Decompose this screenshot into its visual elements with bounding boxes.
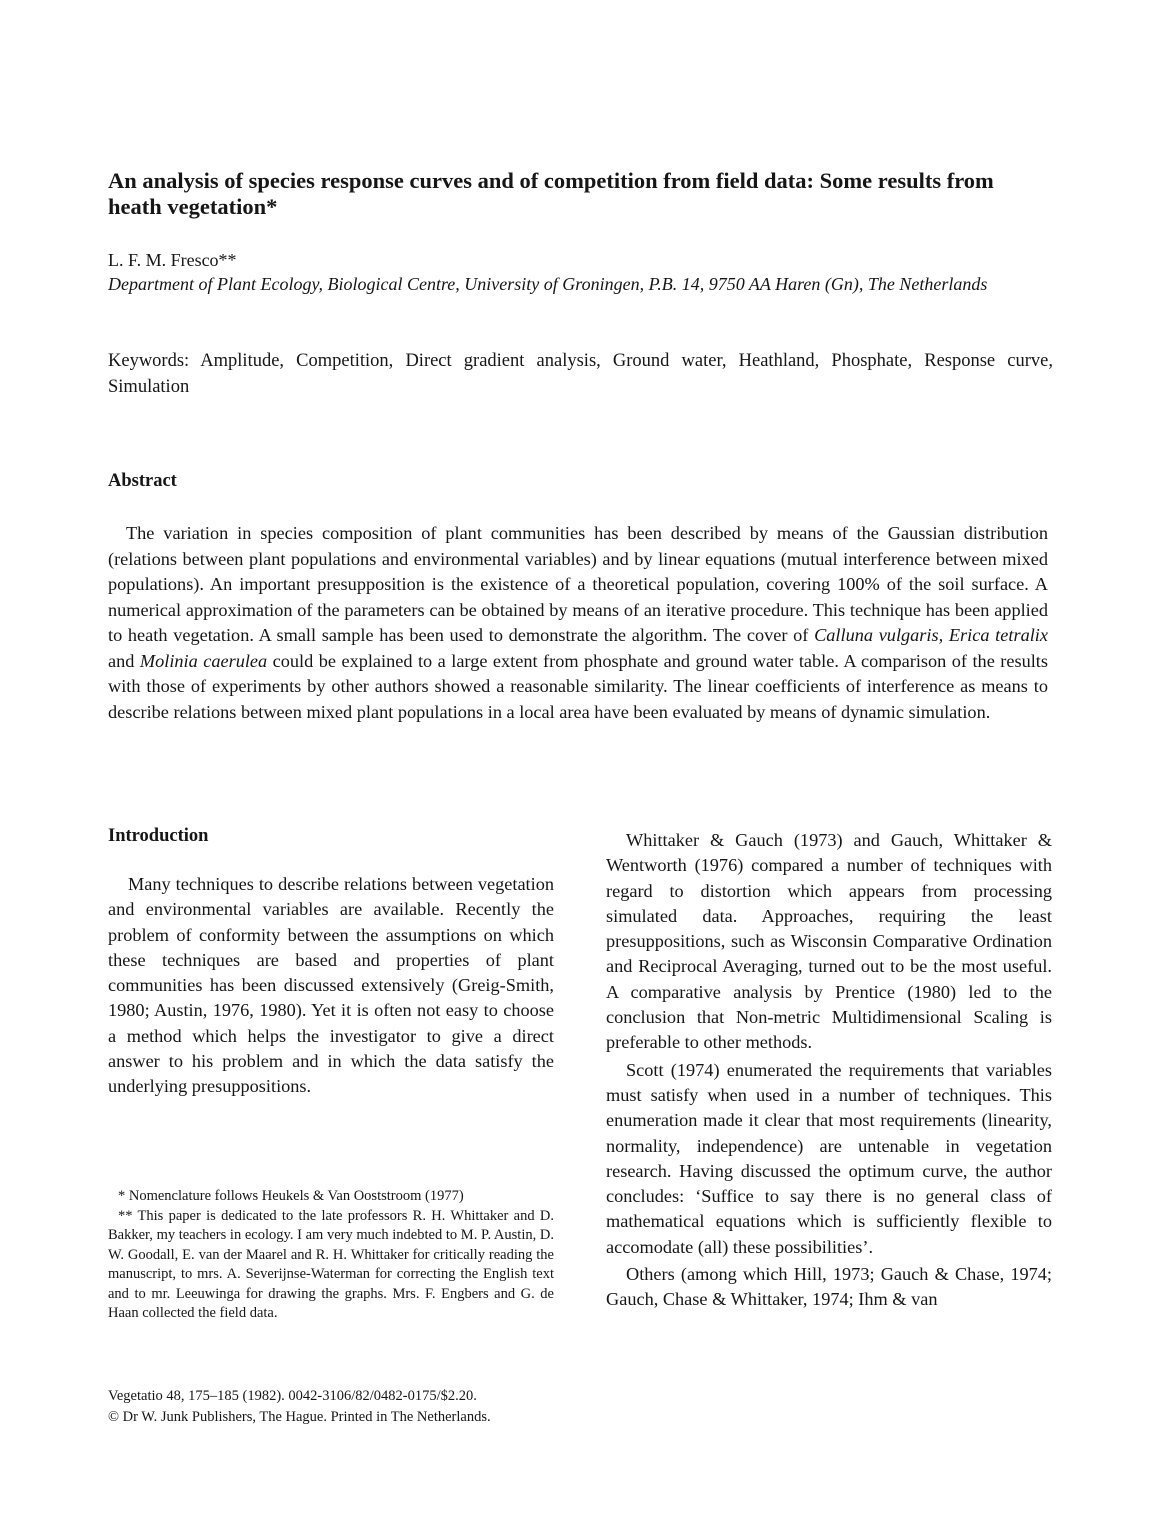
journal-citation — [108, 1386, 598, 1428]
introduction-heading: Introduction — [108, 826, 209, 846]
left-column — [108, 826, 554, 1100]
keywords: Keywords: Amplitude, Competition, Direct gradient analysis, Ground water, Heathland, Phosphate, Response curve, Simulation — [108, 351, 1053, 397]
abstract-text — [108, 521, 1048, 725]
footnotes — [108, 1187, 554, 1324]
copyright-line: © Dr W. Junk Publishers, The Hague. Printed in The Netherlands. — [108, 1409, 491, 1425]
citation-line: Vegetatio 48, 175–185 (1982). 0042-3106/82/0482-0175/$2.20. — [108, 1388, 477, 1404]
introduction-paragraph: Many techniques to describe relations between vegetation and environmental variables are available. Recently the problem of conformity between the assumptions on which these techniques are based and properties of plant communities has been discussed extensively (Greig-Smith, 1980; Austin, 1976, 1980). Yet it is often not easy to choose a method which helps the investigator to give a direct answer to his problem and in which the data satisfy the underlying presuppositions. — [108, 874, 554, 1097]
footnote: * Nomenclature follows Heukels & Van Ooststroom (1977) — [118, 1188, 464, 1204]
abstract-text-part: The variation in species composition of plant communities has been described by means of the Gaussian distribution (relations between plant populations and environmental variables) and by linear equations (mutual interference between mixed populations). An important presupposition is the existence of a theoretical population, covering 100% of the soil surface. A numerical approximation of the parameters can be obtained by means of an iterative procedure. This technique has been applied to heath vegetation. A small sample has been used to demonstrate the algorithm. The cover of — [108, 523, 1048, 645]
body-paragraph: Whittaker & Gauch (1973) and Gauch, Whittaker & Wentworth (1976) compared a number of techniques with regard to distortion which appears from processing simulated data. Approaches, requiring the least presuppositions, such as Wisconsin Comparative Ordination and Reciprocal Averaging, turned out to be the most useful. A comparative analysis by Prentice (1980) led to the conclusion that Non-metric Multidimensional Scaling is preferable to other methods. — [606, 830, 1052, 1053]
footnote: ** This paper is dedicated to the late professors R. H. Whittaker and D. Bakker, my teachers in ecology. I am very much indebted to M. P. Austin, D. W. Goodall, E. van der Maarel and R. H. Whittaker for critically reading the manuscript, to mrs. A. Severijnse-Waterman for correcting the English text and to mr. Leeuwinga for drawing the graphs. Mrs. F. Engbers and G. de Haan collected the field data. — [108, 1207, 554, 1321]
right-column — [606, 828, 1052, 1313]
abstract-text-part: and — [108, 650, 140, 671]
body-paragraph: Scott (1974) enumerated the requirements that variables must satisfy when used in a number of techniques. This enumeration made it clear that most requirements (linearity, normality, independence) are untenable in vegetation research. Having discussed the optimum curve, the author concludes: ‘Suffice to say there is no general class of mathematical equations which is sufficiently flexible to accomodate (all) these possibilities’. — [606, 1059, 1052, 1257]
abstract-heading: Abstract — [108, 471, 177, 491]
author-affiliation: Department of Plant Ecology, Biological Centre, University of Groningen, P.B. 14, 9750 AA Haren (Gn), The Netherlands — [108, 274, 988, 294]
author-name: L. F. M. Fresco** — [108, 250, 237, 270]
abstract-species-name: Calluna vulgaris, Erica tetralix — [814, 625, 1048, 645]
abstract-species-name: Molinia caerulea — [139, 650, 268, 671]
body-paragraph: Others (among which Hill, 1973; Gauch & Chase, 1974; Gauch, Chase & Whittaker, 1974; Ihm & van — [606, 1264, 1052, 1310]
abstract-text-part: could be explained to a large extent from phosphate and ground water table. A comparison of the results with those of experiments by other authors showed a reasonable similarity. The linear coefficients of interference as means to describe relations between mixed plant populations in a local area have been evaluated by means of dynamic simulation. — [108, 650, 1049, 722]
paper-title: An analysis of species response curves and of competition from field data: Some results from heath vegetation* — [108, 168, 994, 219]
